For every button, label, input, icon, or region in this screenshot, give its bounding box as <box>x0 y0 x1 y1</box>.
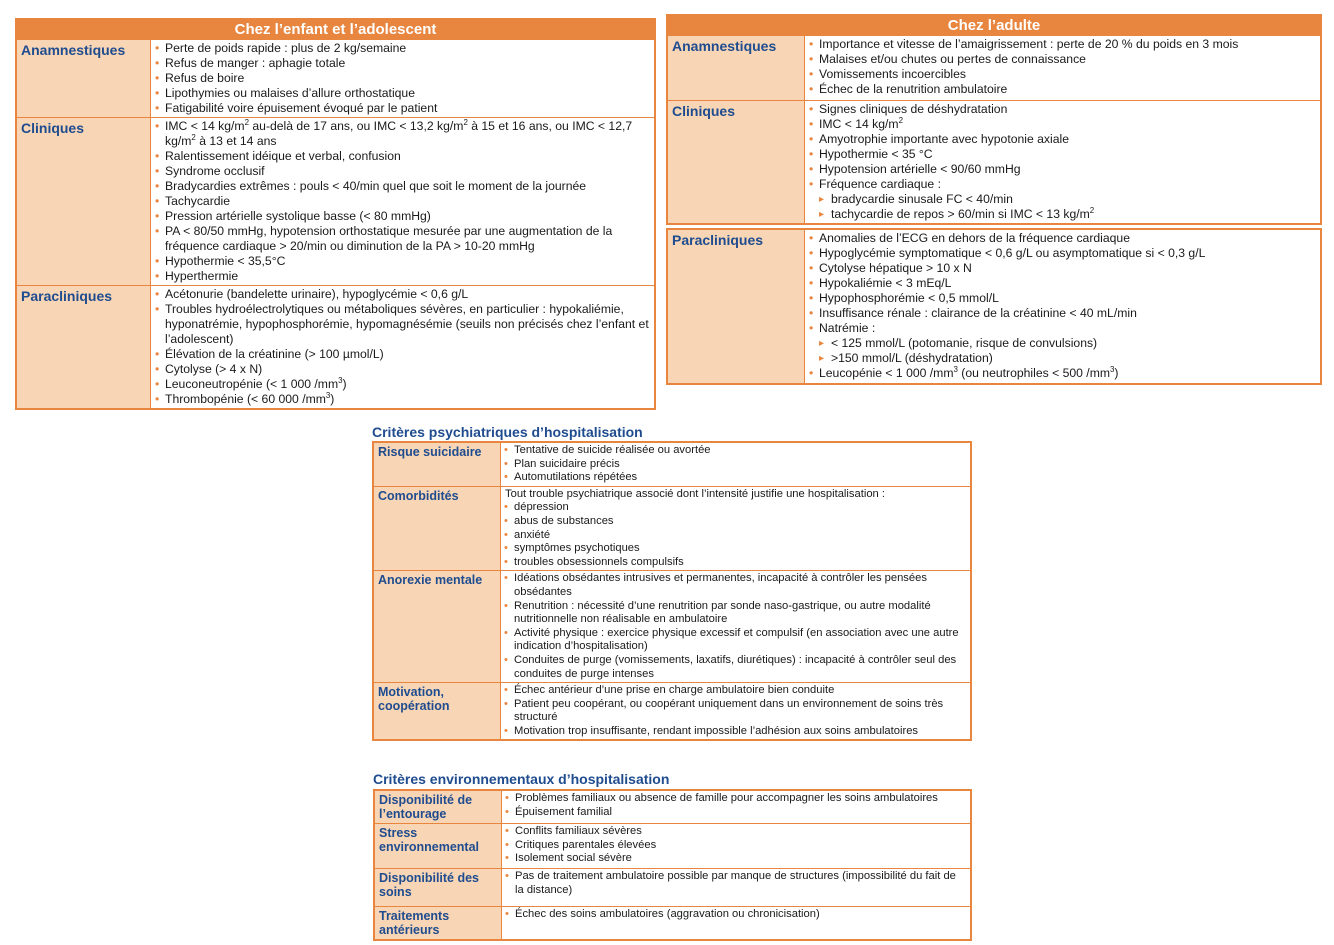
criteria-row <box>375 906 970 939</box>
criteria-row <box>17 40 654 117</box>
row-label: Anorexie mentale <box>374 571 501 682</box>
list-item: • abus de substances <box>501 515 966 529</box>
list-item: ▸ >150 mmol/L (déshydratation) <box>805 351 1316 366</box>
criteria-row <box>17 285 654 408</box>
criteria-row <box>374 570 970 682</box>
list-item: • Anomalies de l’ECG en dehors de la fréquence cardiaque <box>805 231 1316 246</box>
list-item: • Refus de boire <box>151 71 650 86</box>
list-item: ▸ tachycardie de repos > 60/min si IMC < 13 $kg/m^2$ <box>805 207 1316 222</box>
criteria-row <box>374 486 970 571</box>
env-criteria-table <box>373 789 972 941</box>
list-item: • Syndrome occlusif <box>151 164 650 179</box>
criteria-row <box>374 682 970 739</box>
list-item: • PA < 80/50 mmHg, hypotension orthostatique mesurée par une augmentation de la fréquence cardiaque > 20/min ou diminution de la PA > 10-20 mmHg <box>151 224 650 254</box>
list-item: • Problèmes familiaux ou absence de famille pour accompagner les soins ambulatoires <box>502 792 966 806</box>
list-item: • Hypoglycémie symptomatique < 0,6 g/L ou asymptomatique si < 0,3 g/L <box>805 246 1316 261</box>
row-label: Cliniques <box>17 118 151 285</box>
list-item: • Importance et vitesse de l’amaigrissement : perte de 20 % du poids en 3 mois <box>805 37 1316 52</box>
list-item: • Conduites de purge (vomissements, laxatifs, diurétiques) : incapacité à contrôler seul des conduites de purge intenses <box>501 654 966 681</box>
row-label: Traitements antérieurs <box>375 907 502 939</box>
list-item: • Pression artérielle systolique basse (< 80 mmHg) <box>151 209 650 224</box>
list-item: ▸ bradycardie sinusale FC < 40/min <box>805 192 1316 207</box>
list-item: • Perte de poids rapide : plus de 2 kg/semaine <box>151 41 650 56</box>
list-item: • anxiété <box>501 529 966 543</box>
row-items <box>151 40 654 117</box>
list-item: • Vomissements incoercibles <box>805 67 1316 82</box>
list-item: • Troubles hydroélectrolytiques ou métaboliques sévères, en particulier : hypokaliémie, hyponatrémie, hypophosphorémie, hypomagnésémie (seuils non précisés chez l’enfant et l’adolescent) <box>151 302 650 347</box>
criteria-row <box>375 791 970 823</box>
list-item: • Critiques parentales élevées <box>502 839 966 853</box>
row-items <box>805 101 1320 223</box>
list-item: • Cytolyse hépatique > 10 x N <box>805 261 1316 276</box>
child-rows <box>17 40 654 408</box>
row-label: Cliniques <box>668 101 805 223</box>
criteria-row <box>375 868 970 906</box>
list-item: • Hyperthermie <box>151 269 650 284</box>
row-items <box>502 907 970 939</box>
row-items <box>805 230 1320 383</box>
list-item: • dépression <box>501 501 966 515</box>
list-item: • Activité physique : exercice physique excessif et compulsif (en association avec une autre indication d’hospitalisation) <box>501 627 966 654</box>
row-items <box>501 487 970 571</box>
adult-panel-title: Chez l’adulte <box>668 16 1320 36</box>
list-item: • Automutilations répétées <box>501 471 966 485</box>
row-items <box>502 791 970 823</box>
psy-criteria-title: Critères psychiatriques d’hospitalisation <box>372 424 643 440</box>
list-item: • Tachycardie <box>151 194 650 209</box>
list-item: • Conflits familiaux sévères <box>502 825 966 839</box>
list-item: • Fatigabilité voire épuisement évoqué par le patient <box>151 101 650 116</box>
list-item: • Hypothermie < 35 °C <box>805 147 1316 162</box>
env-criteria-title: Critères environnementaux d’hospitalisation <box>373 771 670 787</box>
row-label: Comorbidités <box>374 487 501 571</box>
adult-rows <box>668 36 1320 223</box>
list-item: • Fréquence cardiaque : <box>805 177 1316 192</box>
list-item: • Malaises et/ou chutes ou pertes de connaissance <box>805 52 1316 67</box>
adult-paraclinical-panel <box>666 228 1322 385</box>
list-item: Tout trouble psychiatrique associé dont l’intensité justifie une hospitalisation : <box>505 487 885 500</box>
list-item: ▸ < 125 mmol/L (potomanie, risque de convulsions) <box>805 336 1316 351</box>
list-item: • Cytolyse (> 4 x N) <box>151 362 650 377</box>
list-item: • symptômes psychotiques <box>501 542 966 556</box>
row-label: Disponibilité des soins <box>375 869 502 906</box>
list-item: • Échec de la renutrition ambulatoire <box>805 82 1316 97</box>
env-rows <box>375 791 970 939</box>
row-items <box>502 869 970 906</box>
row-items <box>805 36 1320 100</box>
row-label: Stress environnemental <box>375 824 502 868</box>
list-item: • Motivation trop insuffisante, rendant impossible l’adhésion aux soins ambulatoires <box>501 725 966 739</box>
row-label: Disponibilité de l’entourage <box>375 791 502 823</box>
psy-rows <box>374 443 970 739</box>
row-items <box>501 571 970 682</box>
criteria-row <box>375 823 970 868</box>
criteria-row <box>668 100 1320 223</box>
list-item: • Épuisement familial <box>502 806 966 820</box>
row-label: Risque suicidaire <box>374 443 501 486</box>
row-items <box>151 286 654 408</box>
list-item: • IMC < 14 $kg/m^2$ au-delà de 17 ans, ou IMC < 13,2 $kg/m^2$ à 15 et 16 ans, ou IMC < 12,7 $kg/m^2$ à 13 et 14 ans <box>151 119 650 149</box>
list-item: • Hypotension artérielle < 90/60 mmHg <box>805 162 1316 177</box>
child-panel-title: Chez l’enfant et l’adolescent <box>17 20 654 40</box>
list-item: • Pas de traitement ambulatoire possible par manque de structures (impossibilité du fait de la distance) <box>502 870 966 897</box>
list-item: • Hypothermie < 35,5°C <box>151 254 650 269</box>
list-item: • Échec antérieur d’une prise en charge ambulatoire bien conduite <box>501 684 966 698</box>
psy-criteria-table <box>372 441 972 741</box>
list-item: • Hypokaliémie < 3 mEq/L <box>805 276 1316 291</box>
list-item: • Hypophosphorémie < 0,5 mmol/L <box>805 291 1316 306</box>
list-item: • Élévation de la créatinine (> 100 µmol/L) <box>151 347 650 362</box>
list-item: • Renutrition : nécessité d’une renutrition par sonde naso-gastrique, ou autre modalité nutritionnelle non réalisable en ambulatoire <box>501 600 966 627</box>
list-item: • Refus de manger : aphagie totale <box>151 56 650 71</box>
criteria-row <box>17 117 654 285</box>
adult-para-rows <box>668 230 1320 383</box>
list-item: • Bradycardies extrêmes : pouls < 40/min quel que soit le moment de la journée <box>151 179 650 194</box>
row-label: Motivation, coopération <box>374 683 501 739</box>
child-criteria-panel <box>15 18 656 410</box>
list-item: • Patient peu coopérant, ou coopérant uniquement dans un environnement de soins très structuré <box>501 698 966 725</box>
list-item: • Tentative de suicide réalisée ou avortée <box>501 444 966 458</box>
list-item: • Isolement social sévère <box>502 852 966 866</box>
criteria-row <box>668 36 1320 100</box>
row-label: Anamnestiques <box>668 36 805 100</box>
list-item: • IMC < 14 $kg/m^2$ <box>805 117 1316 132</box>
list-item: • Ralentissement idéique et verbal, confusion <box>151 149 650 164</box>
list-item: • Acétonurie (bandelette urinaire), hypoglycémie < 0,6 g/L <box>151 287 650 302</box>
list-item: • Leucopénie < 1 000 $/mm^3$ (ou neutrophiles < 500 $/mm^3$) <box>805 366 1316 381</box>
list-item: • Leuconeutropénie (< 1 000 $/mm^3$) <box>151 377 650 392</box>
list-item: • Insuffisance rénale : clairance de la créatinine < 40 mL/min <box>805 306 1316 321</box>
list-item: • Échec des soins ambulatoires (aggravation ou chronicisation) <box>502 908 966 922</box>
row-items <box>501 683 970 739</box>
list-item: • Plan suicidaire précis <box>501 458 966 472</box>
list-item: • Idéations obsédantes intrusives et permanentes, incapacité à contrôler les pensées obsédantes <box>501 572 966 599</box>
list-item: • Thrombopénie (< 60 000 $/mm^3$) <box>151 392 650 407</box>
row-items <box>151 118 654 285</box>
list-item: • Natrémie : <box>805 321 1316 336</box>
row-items <box>502 824 970 868</box>
list-item: • troubles obsessionnels compulsifs <box>501 556 966 570</box>
row-label: Paracliniques <box>17 286 151 408</box>
row-label: Anamnestiques <box>17 40 151 117</box>
criteria-row <box>668 230 1320 383</box>
adult-criteria-panel <box>666 14 1322 225</box>
list-item: • Amyotrophie importante avec hypotonie axiale <box>805 132 1316 147</box>
row-items <box>501 443 970 486</box>
list-item: • Lipothymies ou malaises d’allure orthostatique <box>151 86 650 101</box>
criteria-row <box>374 443 970 486</box>
row-label: Paracliniques <box>668 230 805 383</box>
list-item: • Signes cliniques de déshydratation <box>805 102 1316 117</box>
